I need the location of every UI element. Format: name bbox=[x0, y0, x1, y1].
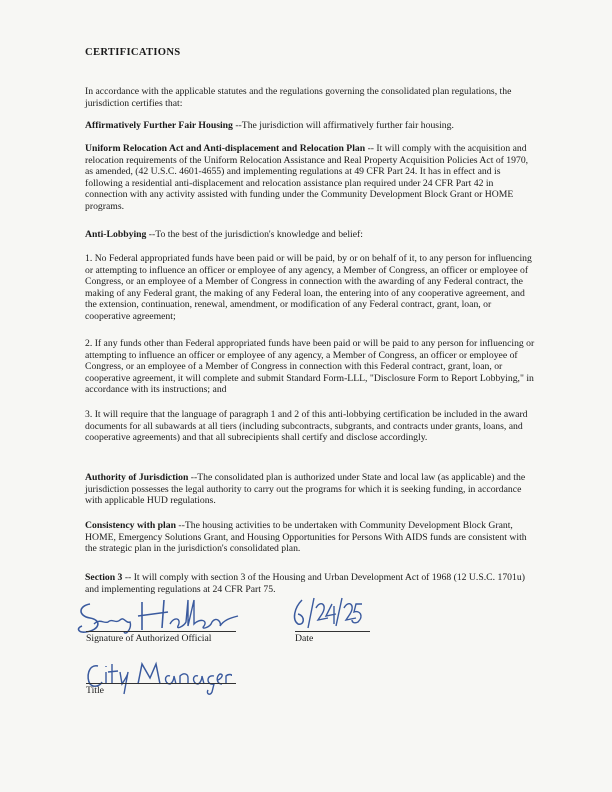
section-consistency bbox=[85, 520, 537, 555]
signature-line bbox=[86, 631, 236, 632]
date-label: Date bbox=[295, 633, 314, 644]
section-heading: Anti-Lobbying bbox=[85, 229, 147, 240]
section-body: --To the best of the jurisdiction's knowledge and belief: bbox=[146, 229, 363, 240]
handwritten-date bbox=[288, 594, 368, 634]
lobbying-item-2: 2. If any funds other than Federal appropriated funds have been paid or will be paid to any person for influencing or attempting to influence an officer or employee of any agency, a Member of Congress, an officer or employee of Congress, or an employee of a Member of Congress in connection with this Federal contract, grant, loan, or cooperative agreement, it will complete and submit Standard Form-LLL, "Disclosure Form to Report Lobbying," in accordance with its instructions; and bbox=[85, 338, 535, 396]
section-fair-housing bbox=[85, 120, 537, 132]
handwritten-title bbox=[82, 656, 232, 696]
section-heading: Affirmatively Further Fair Housing bbox=[85, 120, 233, 131]
section-heading: Authority of Jurisdiction bbox=[85, 472, 189, 483]
section-heading: Uniform Relocation Act and Anti-displacement and Relocation Plan bbox=[85, 143, 366, 154]
lobbying-item-3: 3. It will require that the language of paragraph 1 and 2 of this anti-lobbying certification be included in the award documents for all subawards at all tiers (including subcontracts, subgrants, and contracts under grants, loans, and cooperative agreements) and that all subrecipients shall certify and disclose accordingly. bbox=[85, 409, 528, 444]
intro-paragraph: In accordance with the applicable statutes and the regulations governing the consolidated plan regulations, the jurisdiction certifies that: bbox=[85, 86, 512, 109]
section-heading: Section 3 bbox=[85, 572, 123, 583]
title-label: Title bbox=[86, 685, 104, 696]
lobbying-item-1: 1. No Federal appropriated funds have been paid or will be paid, by or on behalf of it, to any person for influencing or attempting to influence an officer or employee of any agency, a Member of Congress, an officer or employee of Congress, or an employee of a Member of Congress in connection with the awarding of any Federal contract, the making of any Federal grant, the making of any Federal loan, the entering into of any cooperative agreement, and the extension, continuation, renewal, amendment, or modification of any Federal contract, grant, loan, or cooperative agreement; bbox=[85, 253, 532, 322]
section-authority bbox=[85, 472, 537, 507]
section-body: --The consolidated plan is authorized under State and local law (as applicable) and the jurisdiction possesses the legal authority to carry out the programs for which it is seeking funding, in accordance with applicable HUD regulations. bbox=[85, 472, 526, 507]
section-body: --The jurisdiction will affirmatively further fair housing. bbox=[232, 120, 454, 131]
signature-label: Signature of Authorized Official bbox=[86, 633, 212, 644]
page-title: CERTIFICATIONS bbox=[85, 47, 181, 58]
section-heading: Consistency with plan bbox=[85, 520, 176, 531]
section-body: -- It will comply with the acquisition and relocation requirements of the Uniform Relocation Assistance and Real Property Acquisition Policies Act of 1970, as amended, (42 U.S.C. 4601-4655) and implementing regulations at 49 CFR Part 24. It has in effect and is following a residential anti-displacement and relocation assistance plan required under 24 CFR Part 42 in connection with any activity assisted with funding under the Community Development Block Grant or HOME programs. bbox=[85, 143, 529, 212]
title-line bbox=[86, 683, 236, 684]
section-3 bbox=[85, 572, 537, 595]
date-line bbox=[295, 631, 370, 632]
section-body: --The housing activities to be undertaken with Community Development Block Grant, HOME, Emergency Solutions Grant, and Housing Opportunities for Persons With AIDS funds are consistent with the strategic plan in the jurisdiction's consolidated plan. bbox=[85, 520, 527, 555]
section-relocation bbox=[85, 143, 537, 213]
section-body: -- It will comply with section 3 of the Housing and Urban Development Act of 1968 (12 U.S.C. 1701u) and implementing regulations at 24 CFR Part 75. bbox=[85, 572, 525, 595]
section-anti-lobbying bbox=[85, 229, 537, 241]
